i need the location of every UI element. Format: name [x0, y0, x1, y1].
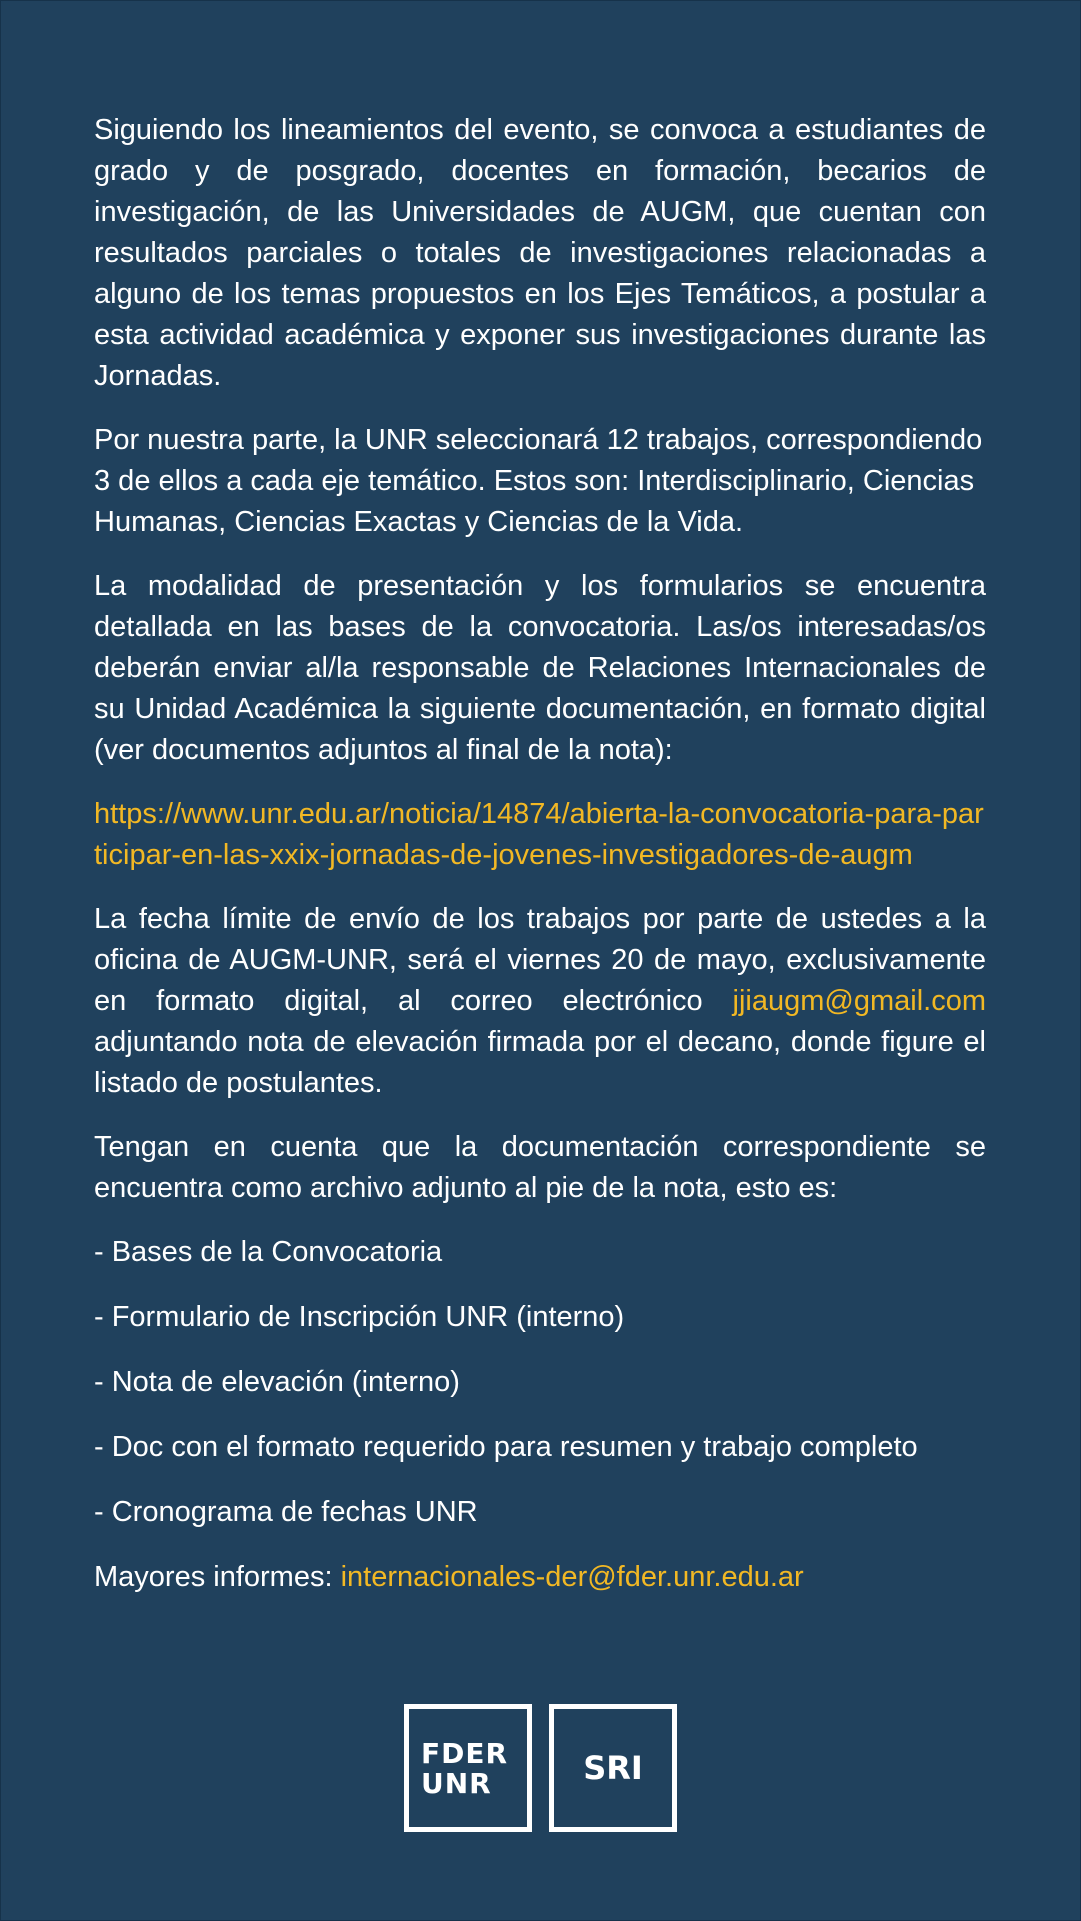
attachments-list [94, 1232, 986, 1533]
contact-label: Mayores informes: [94, 1561, 341, 1593]
list-item: - Bases de la Convocatoria [94, 1236, 443, 1268]
sri-logo-text: SRI [583, 1749, 643, 1787]
fder-logo-line2: UNR [421, 1767, 492, 1800]
jji-email-link[interactable]: jjiaugm@gmail.com [732, 985, 986, 1017]
selection-paragraph: Por nuestra parte, la UNR seleccionará 12 trabajos, correspondiendo 3 de ellos a cada eje temático. Estos son: Interdisciplinario, Ciencias Humanas, Ciencias Exactas y Ciencias de la Vida. [94, 424, 983, 538]
list-item: - Cronograma de fechas UNR [94, 1496, 478, 1528]
deadline-paragraph [94, 899, 986, 1104]
list-item: - Nota de elevación (interno) [94, 1366, 460, 1398]
documentation-paragraph: Tengan en cuenta que la documentación correspondiente se encuentra como archivo adjunto al pie de la nota, esto es: [94, 1131, 986, 1204]
contact-email-link[interactable]: internacionales-der@fder.unr.edu.ar [340, 1561, 804, 1593]
fder-unr-logo [404, 1704, 532, 1832]
list-item: - Doc con el formato requerido para resumen y trabajo completo [94, 1431, 918, 1463]
contact-line [94, 1557, 986, 1598]
list-item: - Formulario de Inscripción UNR (interno) [94, 1301, 625, 1333]
intro-paragraph: Siguiendo los lineamientos del evento, se convoca a estudiantes de grado y de posgrado, docentes en formación, becarios de investigación, de las Universidades de AUGM, que cuentan con resultados parciales o totales de investigaciones relacionadas a alguno de los temas propuestos en los Ejes Temáticos, a postular a esta actividad académica y exponer sus investigaciones durante las Jornadas. [94, 114, 986, 392]
modality-paragraph: La modalidad de presentación y los formularios se encuentra detallada en las bases de la convocatoria. Las/os interesadas/os deberán enviar al/la responsable de Relaciones Internacionales de su Unidad Académica la siguiente documentación, en formato digital (ver documentos adjuntos al final de la nota): [94, 570, 986, 766]
fder-logo-line1: FDER [421, 1737, 509, 1770]
sri-logo [549, 1704, 677, 1832]
logos-row [404, 1704, 676, 1832]
article-body [94, 110, 986, 1621]
deadline-text: La fecha límite de envío de los trabajos por parte de ustedes a la oficina de AUGM-UNR, será el viernes 20 de mayo, exclusivamente en formato digital, al correo electrónico [94, 903, 986, 1017]
convocatoria-link[interactable]: https://www.unr.edu.ar/noticia/14874/abierta-la-convocatoria-para-participar-en-las-xxix-jornadas-de-jovenes-investigadores-de-augm [94, 798, 984, 871]
deadline-text-after: adjuntando nota de elevación firmada por el decano, donde figure el listado de postulantes. [94, 1026, 986, 1099]
link-paragraph [94, 794, 986, 876]
